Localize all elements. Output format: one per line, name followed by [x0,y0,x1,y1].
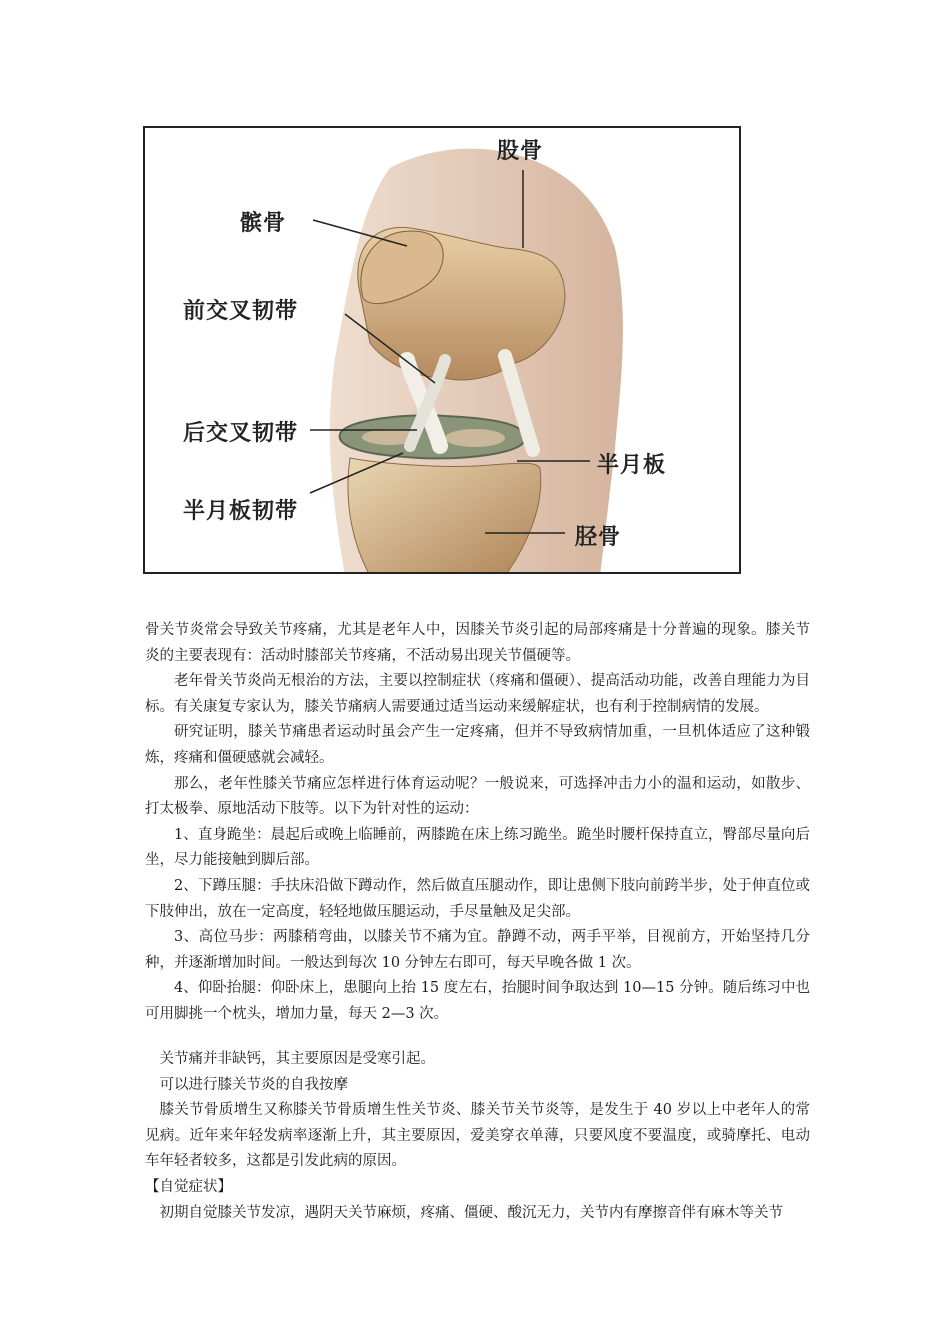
paragraph: 那么，老年性膝关节痛应怎样进行体育运动呢？一般说来，可选择冲击力小的温和运动，如散步、打太极拳、原地活动下肢等。以下为针对性的运动： [145,775,810,818]
paragraph: 骨关节炎常会导致关节疼痛，尤其是老年人中，因膝关节炎引起的局部疼痛是十分普遍的现象。膝关节炎的主要表现有：活动时膝部关节疼痛，不活动易出现关节僵硬等。 [145,622,810,664]
label-pcl: 后交叉韧带 [183,421,299,446]
section-heading: 【自觉症状】 [145,1178,232,1195]
paragraph: 关节痛并非缺钙，其主要原因是受寒引起。 [159,1051,435,1067]
paragraph: 初期自觉膝关节发凉，遇阴天关节麻烦，疼痛、僵硬、酸沉无力，关节内有摩擦音伴有麻木等关节 [159,1204,783,1221]
label-femur: 股骨 [497,139,544,164]
article-section-1 [145,618,810,1028]
label-meniscus: 半月板 [597,453,667,478]
article-section-2 [145,1047,810,1226]
paragraph: 4、仰卧抬腿：仰卧床上，患腿向上抬 15 度左右，抬腿时间争取达到 10—15 分钟。随后练习中也可用脚挑一个枕头，增加力量，每天 2—3 次。 [145,980,810,1022]
label-tibia: 胫骨 [575,525,622,550]
label-patella: 髌骨 [240,211,287,236]
paragraph: 1、直身跪坐：晨起后或晚上临睡前，两膝跪在床上练习跪坐。跪坐时腰杆保持直立，臀部尽量向后坐，尽力能接触到脚后部。 [145,826,810,869]
label-acl: 前交叉韧带 [183,299,299,324]
knee-anatomy-figure [143,126,741,574]
paragraph: 膝关节骨质增生又称膝关节骨质增生性关节炎、膝关节关节炎等，是发生于 40 岁以上中老年人的常见病。近年来年轻发病率逐渐上升，其主要原因，爱美穿衣单薄，只要风度不要温度，或骑摩托、电动车年轻者较多，这都是引发此病的原因。 [145,1102,810,1170]
paragraph: 3、高位马步：两膝稍弯曲，以膝关节不痛为宜。静蹲不动，两手平举，目视前方，开始坚持几分种，并逐渐增加时间。一般达到每次 10 分钟左右即可，每天早晚各做 1 次。 [145,929,810,971]
paragraph: 可以进行膝关节炎的自我按摩 [159,1076,348,1093]
label-meniscal-ligament: 半月板韧带 [183,499,299,524]
paragraph: 老年骨关节炎尚无根治的方法，主要以控制症状（疼痛和僵硬）、提高活动功能，改善自理能力为目标。有关康复专家认为，膝关节痛病人需要通过适当运动来缓解症状，也有利于控制病情的发展。 [145,673,810,715]
paragraph: 研究证明，膝关节痛患者运动时虽会产生一定疼痛，但并不导致病情加重，一旦机体适应了这种锻炼，疼痛和僵硬感就会减轻。 [145,724,810,766]
paragraph: 2、下蹲压腿：手扶床沿做下蹲动作，然后做直压腿动作，即让患侧下肢向前跨半步，处于伸直位或下肢伸出，放在一定高度，轻轻地做压腿运动，手尽量触及足尖部。 [145,877,810,920]
